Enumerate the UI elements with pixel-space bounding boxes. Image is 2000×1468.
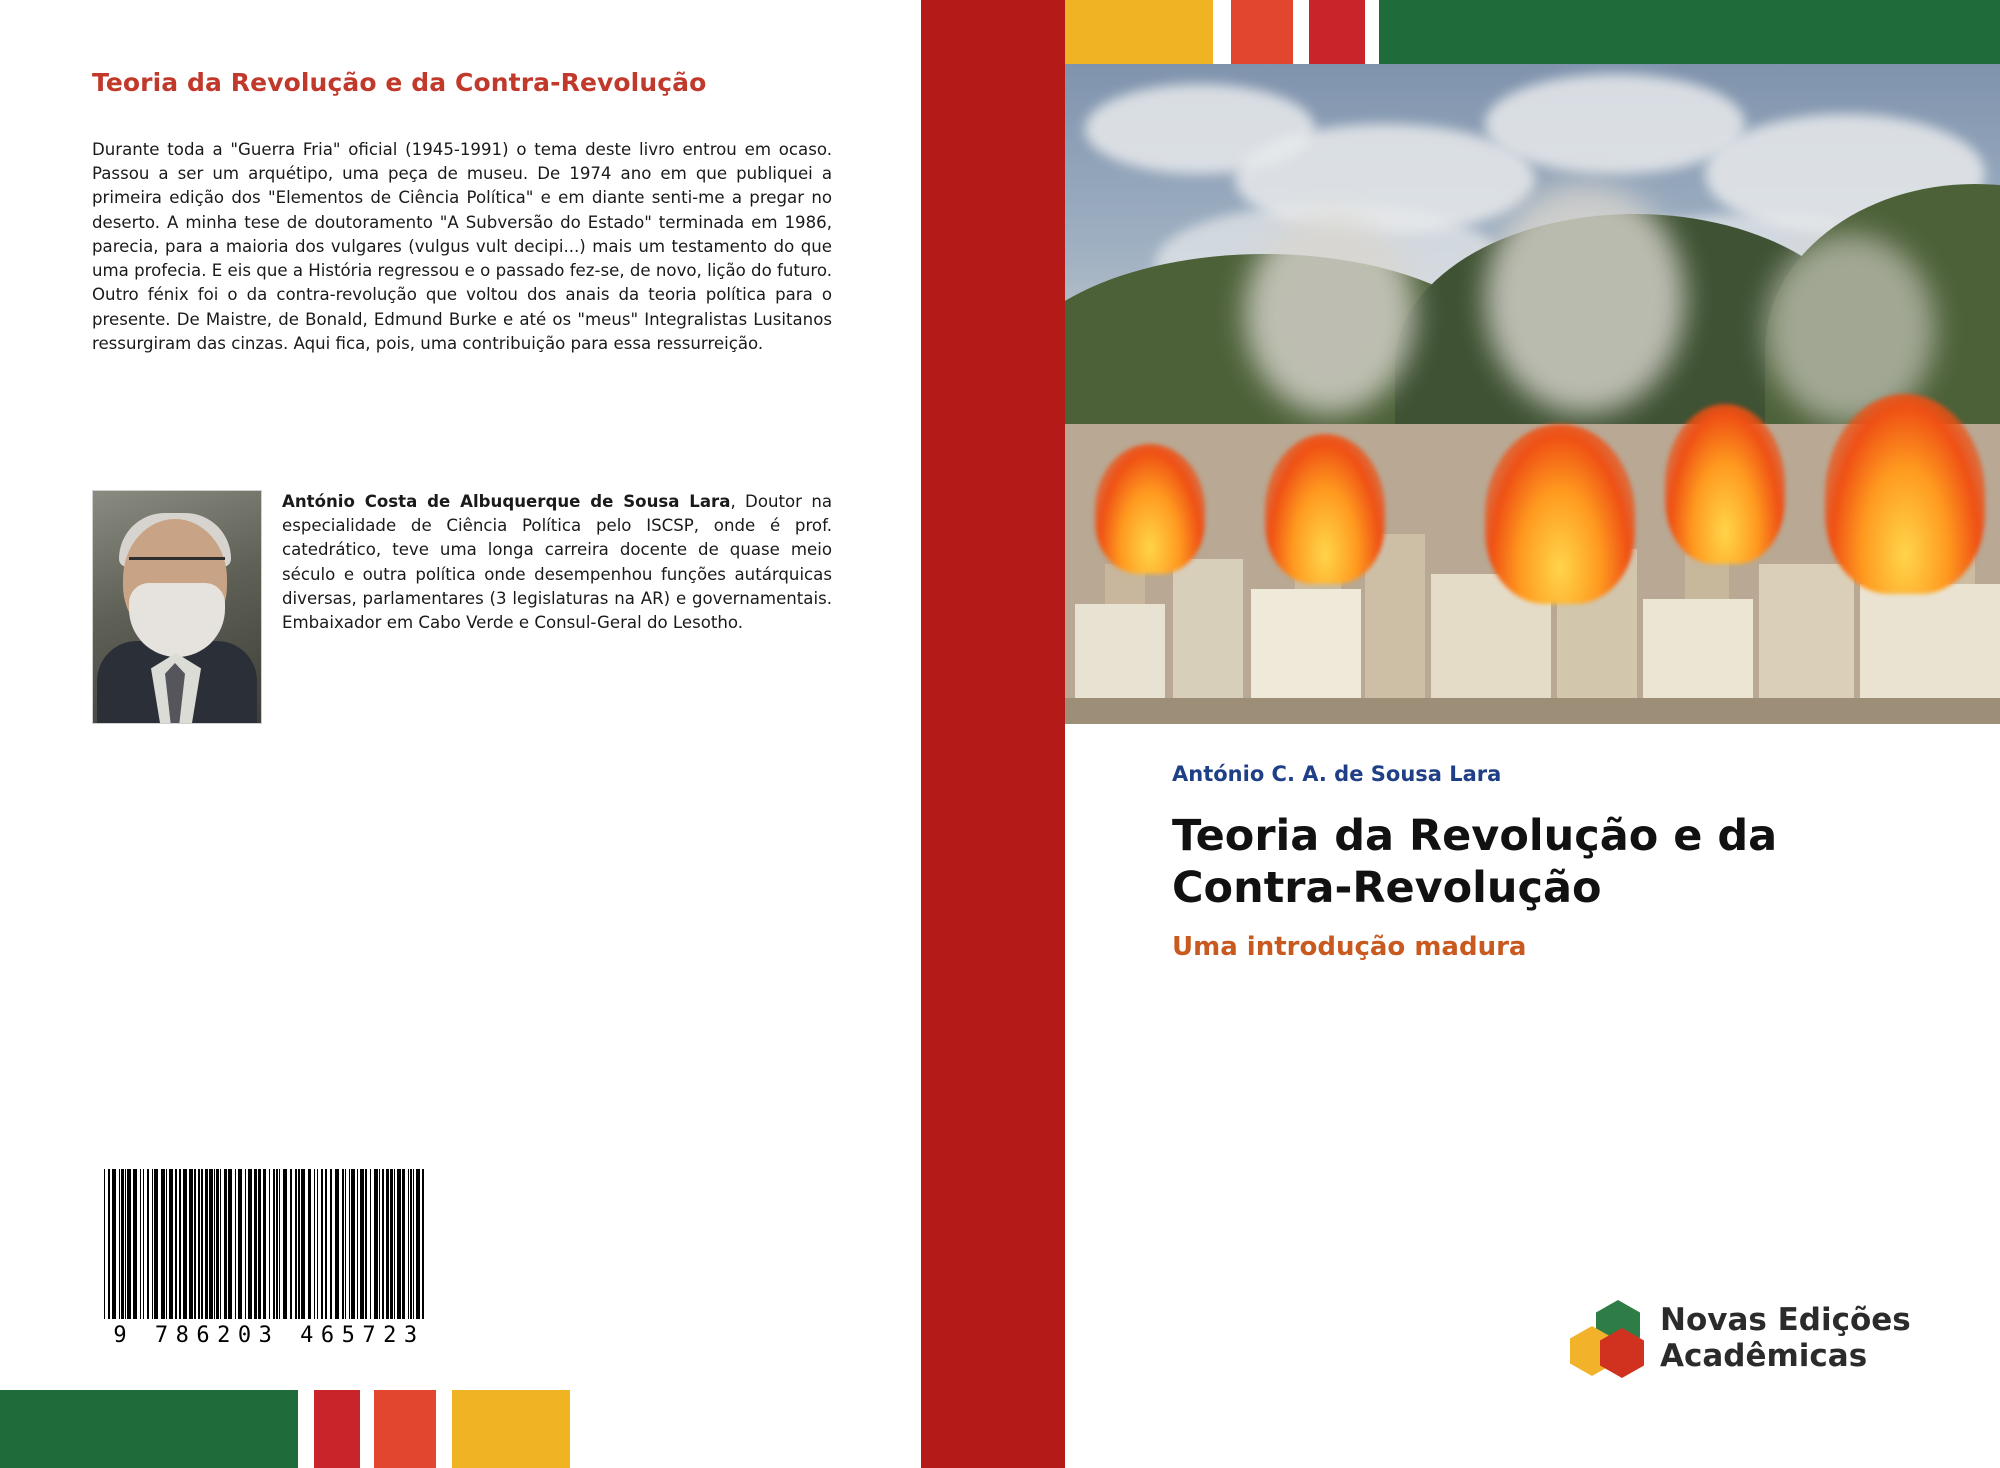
color-bar-0 <box>1065 0 1213 64</box>
barcode-number: 9 786203 465723 <box>113 1323 425 1348</box>
author-bio-name: António Costa de Albuquerque de Sousa Lara <box>282 492 731 511</box>
color-bar-3 <box>1293 0 1309 64</box>
author-bio <box>92 490 832 724</box>
color-bar-2 <box>1231 0 1293 64</box>
color-bar-3 <box>360 1390 374 1468</box>
hexagon-logo-icon <box>1570 1300 1644 1378</box>
decorative-top-bars <box>1065 0 2000 64</box>
publisher-name-line2: Acadêmicas <box>1660 1338 1868 1374</box>
color-bar-0 <box>0 1390 298 1468</box>
cover-photograph <box>1065 64 2000 724</box>
decorative-bottom-bars <box>0 1390 921 1468</box>
color-bar-4 <box>374 1390 436 1468</box>
color-bar-5 <box>436 1390 452 1468</box>
publisher-name-line1: Novas Edições <box>1660 1302 1911 1339</box>
color-bar-5 <box>1365 0 1379 64</box>
publisher-name <box>1660 1303 1911 1375</box>
color-bar-4 <box>1309 0 1365 64</box>
author-bio-text <box>282 490 832 724</box>
barcode-gap <box>424 1169 425 1319</box>
front-cover-author: António C. A. de Sousa Lara <box>1172 762 1502 786</box>
color-bar-7 <box>570 1390 921 1468</box>
color-bar-6 <box>1379 0 2000 64</box>
color-bar-2 <box>314 1390 360 1468</box>
author-bio-description: , Doutor na especialidade de Ciência Política pelo ISCSP, onde é prof. catedrático, teve uma longa carreira docente de quase meio século e outra política onde desempenhou funções autárquicas diversas, parlamentares (3 legislaturas na AR) e governamentais. Embaixador em Cabo Verde e Consul-Geral do Lesotho. <box>282 492 833 633</box>
back-cover-blurb: Durante toda a "Guerra Fria" oficial (1945-1991) o tema deste livro entrou em ocaso. Passou a ser um arquétipo, uma peça de museu. De 1974 ano em que publiquei a primeira edição dos "Elementos de Ciência Política" e em diante senti-me a pregar no deserto. A minha tese de doutoramento "A Subversão do Estado" terminada em 1986, parecia, para a maioria dos vulgares (vulgus vult decipi...) mais um testamento do que uma profecia. E eis que a História regressou e o passado fez-se, de novo, lição do futuro. Outro fénix foi o da contra-revolução que voltou dos anais da teoria política para o presente. De Maistre, de Bonald, Edmund Burke e até os "meus" Integralistas Lusitanos ressurgiram das cinzas. Aqui fica, pois, uma contribuição para essa ressurreição. <box>92 140 832 353</box>
color-bar-6 <box>452 1390 570 1468</box>
front-cover-subtitle: Uma introdução madura <box>1172 932 1527 962</box>
back-cover-panel <box>0 0 921 1468</box>
color-bar-1 <box>298 1390 314 1468</box>
author-portrait <box>92 490 262 724</box>
barcode-bars <box>104 1169 434 1319</box>
color-bar-1 <box>1213 0 1231 64</box>
publisher-logo <box>1570 1300 1911 1378</box>
book-spine <box>921 0 1065 1468</box>
barcode <box>104 1169 434 1348</box>
front-cover-title: Teoria da Revolução e da Contra-Revolução <box>1172 811 1778 914</box>
back-cover-title: Teoria da Revolução e da Contra-Revolução <box>92 68 707 97</box>
